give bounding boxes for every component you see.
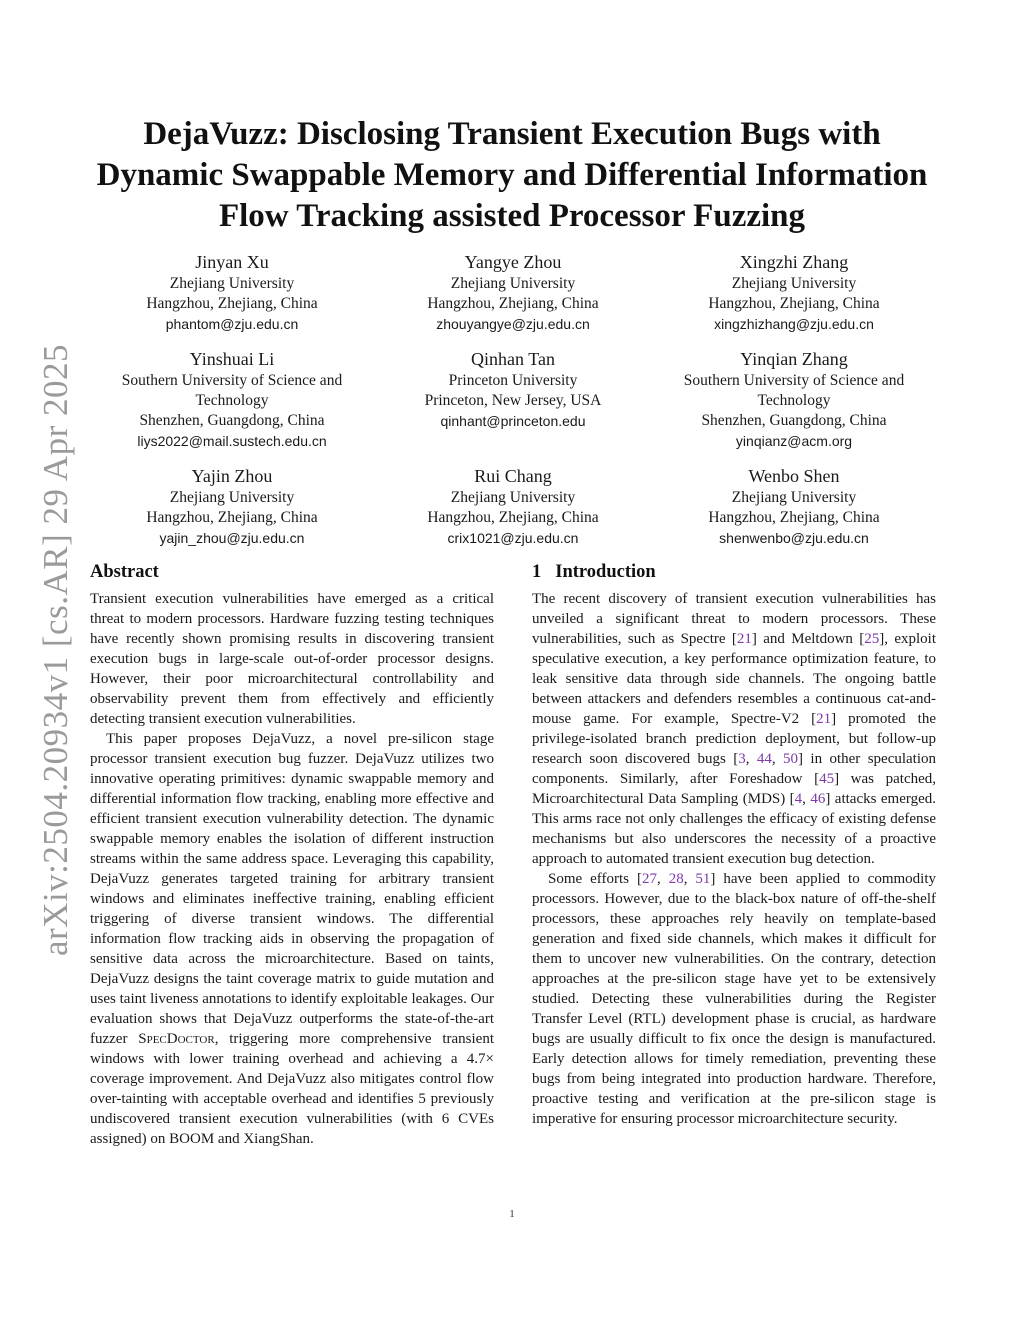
author-affiliation: Zhejiang University: [450, 489, 576, 506]
author-card: [654, 347, 934, 451]
author-name: Yinqian Zhang: [740, 349, 848, 369]
author-location: Hangzhou, Zhejiang, China: [427, 295, 599, 312]
intro-text: ] have been applied to commodity processors. However, due to the black-box nature of off-the-shelf processors, these approaches rely heavily on template-based generation and fixed side channels, which makes it difficult for them to uncover new vulnerabilities. On the contrary, detection approaches at the pre-silicon stage have yet to be extensively studied. Detecting these vulnerabilities during the Register Transfer Level (RTL) development phase is crucial, as hardware bugs are usually difficult to fix once the design is manufactured. Early detection allows for timely remediation, preventing these bugs from being integrated into production hardware. Therefore, proactive testing and verification at the pre-silicon stage is imperative for ensuring processor microarchitecture security.: [532, 871, 936, 1127]
author-affiliation: Zhejiang University: [731, 275, 857, 292]
page-number: 1: [509, 1208, 515, 1220]
author-email: shenwenbo@zju.edu.cn: [719, 530, 869, 546]
author-block: [92, 250, 934, 561]
citation-link[interactable]: 46: [810, 791, 826, 807]
arxiv-stamp: arXiv:2504.20934v1 [cs.AR] 29 Apr 2025: [36, 344, 75, 957]
author-location: Hangzhou, Zhejiang, China: [146, 295, 318, 312]
citation-link[interactable]: 4: [794, 791, 803, 807]
intro-text: ,: [771, 751, 784, 767]
citation-link[interactable]: 27: [641, 871, 657, 887]
intro-text: ,: [802, 791, 811, 807]
intro-text: ] was patched, Microarchitectural Data Sampling (MDS) [: [532, 771, 937, 807]
author-affiliation: Princeton University: [448, 372, 578, 389]
intro-text: ] promoted the privilege-isolated branch prediction deployment, but follow-up research soon discovered bugs [: [532, 711, 937, 767]
author-location: Hangzhou, Zhejiang, China: [708, 295, 880, 312]
author-name: Xingzhi Zhang: [739, 252, 849, 272]
author-location: Hangzhou, Zhejiang, China: [427, 509, 599, 526]
author-email: qinhant@princeton.edu: [440, 413, 586, 429]
author-card: [92, 347, 372, 451]
abstract-heading: Abstract: [90, 562, 159, 582]
abstract-column: [90, 560, 494, 1149]
citation-link[interactable]: 25: [864, 631, 880, 647]
section-title: Introduction: [555, 562, 656, 582]
author-name: Wenbo Shen: [748, 466, 840, 486]
citation-link[interactable]: 3: [738, 751, 746, 767]
intro-text: ,: [683, 871, 696, 887]
author-name: Yajin Zhou: [191, 466, 273, 486]
author-affiliation: Southern University of Science and Technology: [683, 372, 905, 409]
author-card: [654, 250, 934, 334]
intro-text: ,: [745, 751, 757, 767]
author-location: Shenzhen, Guangdong, China: [701, 412, 887, 429]
citation-link[interactable]: 28: [668, 871, 684, 887]
author-affiliation: Zhejiang University: [731, 489, 857, 506]
citation-link[interactable]: 45: [819, 771, 835, 787]
paper-title: DejaVuzz: Disclosing Transient Execution Bugs with Dynamic Swappable Memory and Differential Information Flow Tracking assisted Processor Fuzzing: [96, 116, 928, 234]
citation-link[interactable]: 51: [695, 871, 711, 887]
author-name: Qinhan Tan: [471, 349, 555, 369]
author-card: [92, 250, 372, 334]
author-email: phantom@zju.edu.cn: [165, 316, 299, 332]
specdoctor-name: SpecDoctor: [138, 1031, 215, 1047]
author-location: Hangzhou, Zhejiang, China: [708, 509, 880, 526]
abstract-paragraph: Transient execution vulnerabilities have emerged as a critical threat to modern processors. Hardware fuzzing testing techniques have recently shown promising results in discovering transient execution bugs in large-scale out-of-order processor designs. However, their poor microarchitectural controllability and observability prevent them from effectively and efficiently detecting transient execution vulnerabilities.: [90, 591, 494, 727]
intro-text: The recent discovery of transient execution vulnerabilities has unveiled a significant threat to modern processors. These vulnerabilities, such as Spectre [: [532, 591, 936, 647]
author-email: liys2022@mail.sustech.edu.cn: [137, 433, 327, 449]
author-card: [92, 464, 372, 548]
author-location: Princeton, New Jersey, USA: [424, 392, 602, 409]
citation-link[interactable]: 21: [816, 711, 832, 727]
section-heading: [532, 560, 936, 584]
author-card: [373, 464, 653, 548]
intro-text: ] attacks emerged. This arms race not only challenges the efficacy of existing defense mechanisms but also underscores the necessity of a proactive approach to automated transient execution bug detection.: [532, 791, 936, 867]
author-affiliation: Zhejiang University: [169, 275, 295, 292]
citation-link[interactable]: 21: [736, 631, 752, 647]
introduction-column: [532, 560, 936, 1129]
author-card: [373, 347, 653, 451]
author-name: Yinshuai Li: [189, 349, 275, 369]
author-location: Shenzhen, Guangdong, China: [139, 412, 325, 429]
author-row: [92, 250, 934, 334]
section-number: 1: [532, 562, 542, 582]
author-name: Rui Chang: [474, 466, 552, 486]
author-affiliation: Zhejiang University: [450, 275, 576, 292]
author-name: Jinyan Xu: [195, 252, 269, 272]
intro-text: ] and Meltdown [: [751, 631, 865, 647]
abstract-paragraph: [90, 729, 494, 1149]
abstract-text: , triggering more comprehensive transient windows with lower training overhead and achieving a 4.7× coverage improvement. And DejaVuzz also mitigates control flow over-tainting with acceptable overhead and identifies 5 previously undiscovered transient execution vulnerabilities (with 6 CVEs assigned) on BOOM and XiangShan.: [90, 1031, 494, 1147]
author-card: [373, 250, 653, 334]
author-row: [92, 347, 934, 451]
author-email: zhouyangye@zju.edu.cn: [436, 316, 590, 332]
abstract-text: This paper proposes DejaVuzz, a novel pre-silicon stage processor transient execution bug fuzzer. DejaVuzz utilizes two innovative operating primitives: dynamic swappable memory and differential information flow tracking, enabling more effective and efficient transient execution vulnerability detection. The dynamic swappable memory enables the isolation of different instruction streams within the same address space. Leveraging this capability, DejaVuzz generates targeted training for arbitrary transient windows and eliminates ineffective training, enabling efficient triggering of diverse transient windows. The differential information flow tracking aids in observing the propagation of sensitive data across the microarchitecture. Based on taints, DejaVuzz designs the taint coverage matrix to guide mutation and uses taint liveness annotations to identify exploitable leakages. Our evaluation shows that DejaVuzz outperforms the state-of-the-art fuzzer: [90, 731, 494, 1047]
author-affiliation: Zhejiang University: [169, 489, 295, 506]
author-email: yinqianz@acm.org: [735, 433, 853, 449]
author-email: xingzhizhang@zju.edu.cn: [714, 316, 874, 332]
author-location: Hangzhou, Zhejiang, China: [146, 509, 318, 526]
author-email: crix1021@zju.edu.cn: [447, 530, 579, 546]
author-card: [654, 464, 934, 548]
intro-text: ] in other speculation components. Similarly, after Foreshadow [: [532, 751, 937, 787]
intro-paragraph: [532, 589, 936, 869]
intro-text: Some efforts [: [548, 871, 642, 887]
citation-link[interactable]: 50: [783, 751, 799, 767]
author-row: [92, 464, 934, 548]
author-email: yajin_zhou@zju.edu.cn: [159, 530, 305, 546]
intro-text: ], exploit speculative execution, a key performance optimization feature, to leak sensitive data through side channels. The ongoing battle between attackers and defenders resembles a continuous cat-and-mouse game. For example, Spectre-V2 [: [532, 631, 936, 727]
citation-link[interactable]: 44: [756, 751, 772, 767]
intro-text: ,: [656, 871, 669, 887]
author-name: Yangye Zhou: [464, 252, 562, 272]
author-affiliation: Southern University of Science and Technology: [121, 372, 343, 409]
intro-paragraph: [532, 869, 936, 1129]
